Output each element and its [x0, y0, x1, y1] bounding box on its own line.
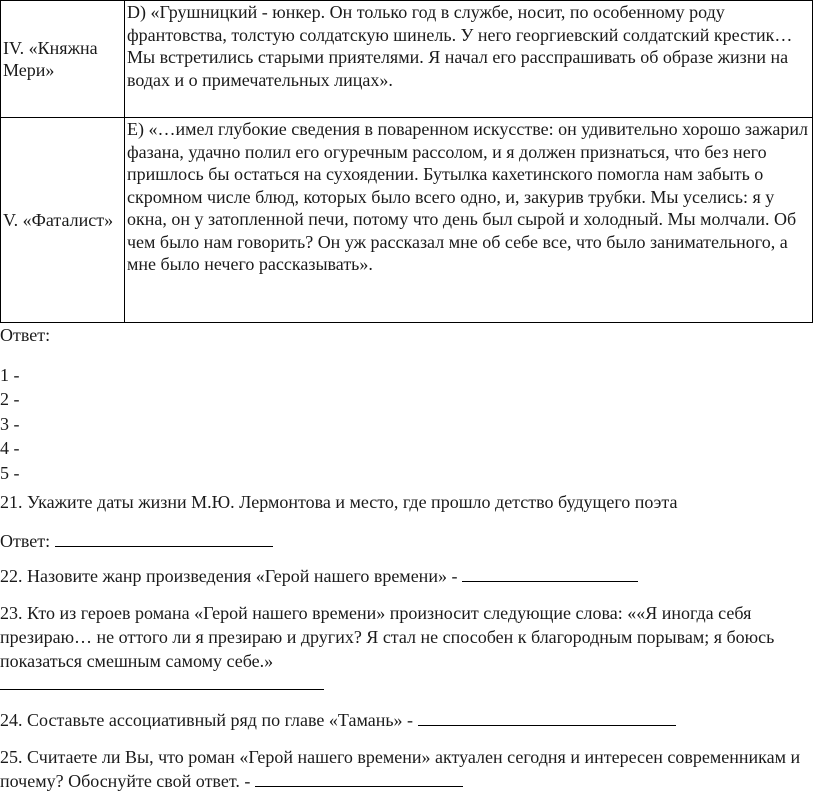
answer-line-5: 5 -: [0, 462, 20, 483]
answer-list: [0, 363, 20, 485]
chapter-cell: V. «Фаталист»: [1, 118, 125, 323]
question-21: 21. Укажите даты жизни М.Ю. Лермонтова и место, где прошло детство будущего поэта: [0, 492, 678, 512]
table-row: [1, 118, 813, 323]
answer-blank[interactable]: [462, 565, 638, 582]
excerpt-cell: D) «Грушницкий - юнкер. Он только год в службе, носит, по особенному роду франтовства, толстую солдатскую шинель. У него георгиевский солдатский крестик… Мы встретились старыми приятелями. Я начал его расспрашивать об образе жизни на водах и о примечательных лицах».: [125, 1, 813, 118]
answer-blank[interactable]: [255, 770, 463, 787]
question-22: [0, 564, 812, 588]
excerpt-cell: E) «…имел глубокие сведения в поваренном искусстве: он удивительно хорошо зажарил фазана, удачно полил его огуречным рассолом, и я должен признаться, что без него пришлось бы остаться на сухоядении. Бутылка кахетинского помогла нам забыть о скромном числе блюд, которых было всего одно, и, закурив трубки. Мы уселись: я у окна, он у затопленной печи, потому что день был сырой и холодный. Мы молчали. Об чем было нам говорить? Он уж рассказал мне об себе все, что было занимательного, а мне было нечего рассказывать».: [125, 118, 813, 323]
answer-blank[interactable]: [418, 709, 676, 726]
answer-blank[interactable]: [55, 530, 273, 547]
table-row: [1, 1, 813, 118]
answer-label: Ответ:: [0, 325, 51, 345]
answer-line-2: 2 -: [0, 389, 20, 410]
chapters-table: [0, 0, 813, 323]
answer-blank[interactable]: [0, 689, 324, 690]
answer-line-4: 4 -: [0, 438, 20, 459]
answer-line-3: 3 -: [0, 413, 20, 434]
question-24-text: 24. Составьте ассоциативный ряд по главе «Тамань» -: [0, 710, 414, 730]
question-23: 23. Кто из героев романа «Герой нашего времени» произносит следующие слова: ««Я иногда себя презираю… не оттого ли я презираю и других? Я стал не способен к благородным порывам; я боюсь показаться смешным самому себе.»: [0, 603, 775, 671]
question-24: [0, 708, 812, 732]
chapter-cell: IV. «Княжна Мери»: [1, 1, 125, 118]
answer-line-1: 1 -: [0, 365, 20, 385]
question-25-text: 25. Считаете ли Вы, что роман «Герой нашего времени» актуален сегодня и интересен современникам и почему? Обоснуйте свой ответ. -: [0, 747, 801, 791]
question-25: [0, 745, 812, 793]
question-21-answer: [0, 529, 812, 553]
answer-label: Ответ:: [0, 531, 51, 551]
question-22-text: 22. Назовите жанр произведения «Герой нашего времени» -: [0, 566, 458, 586]
